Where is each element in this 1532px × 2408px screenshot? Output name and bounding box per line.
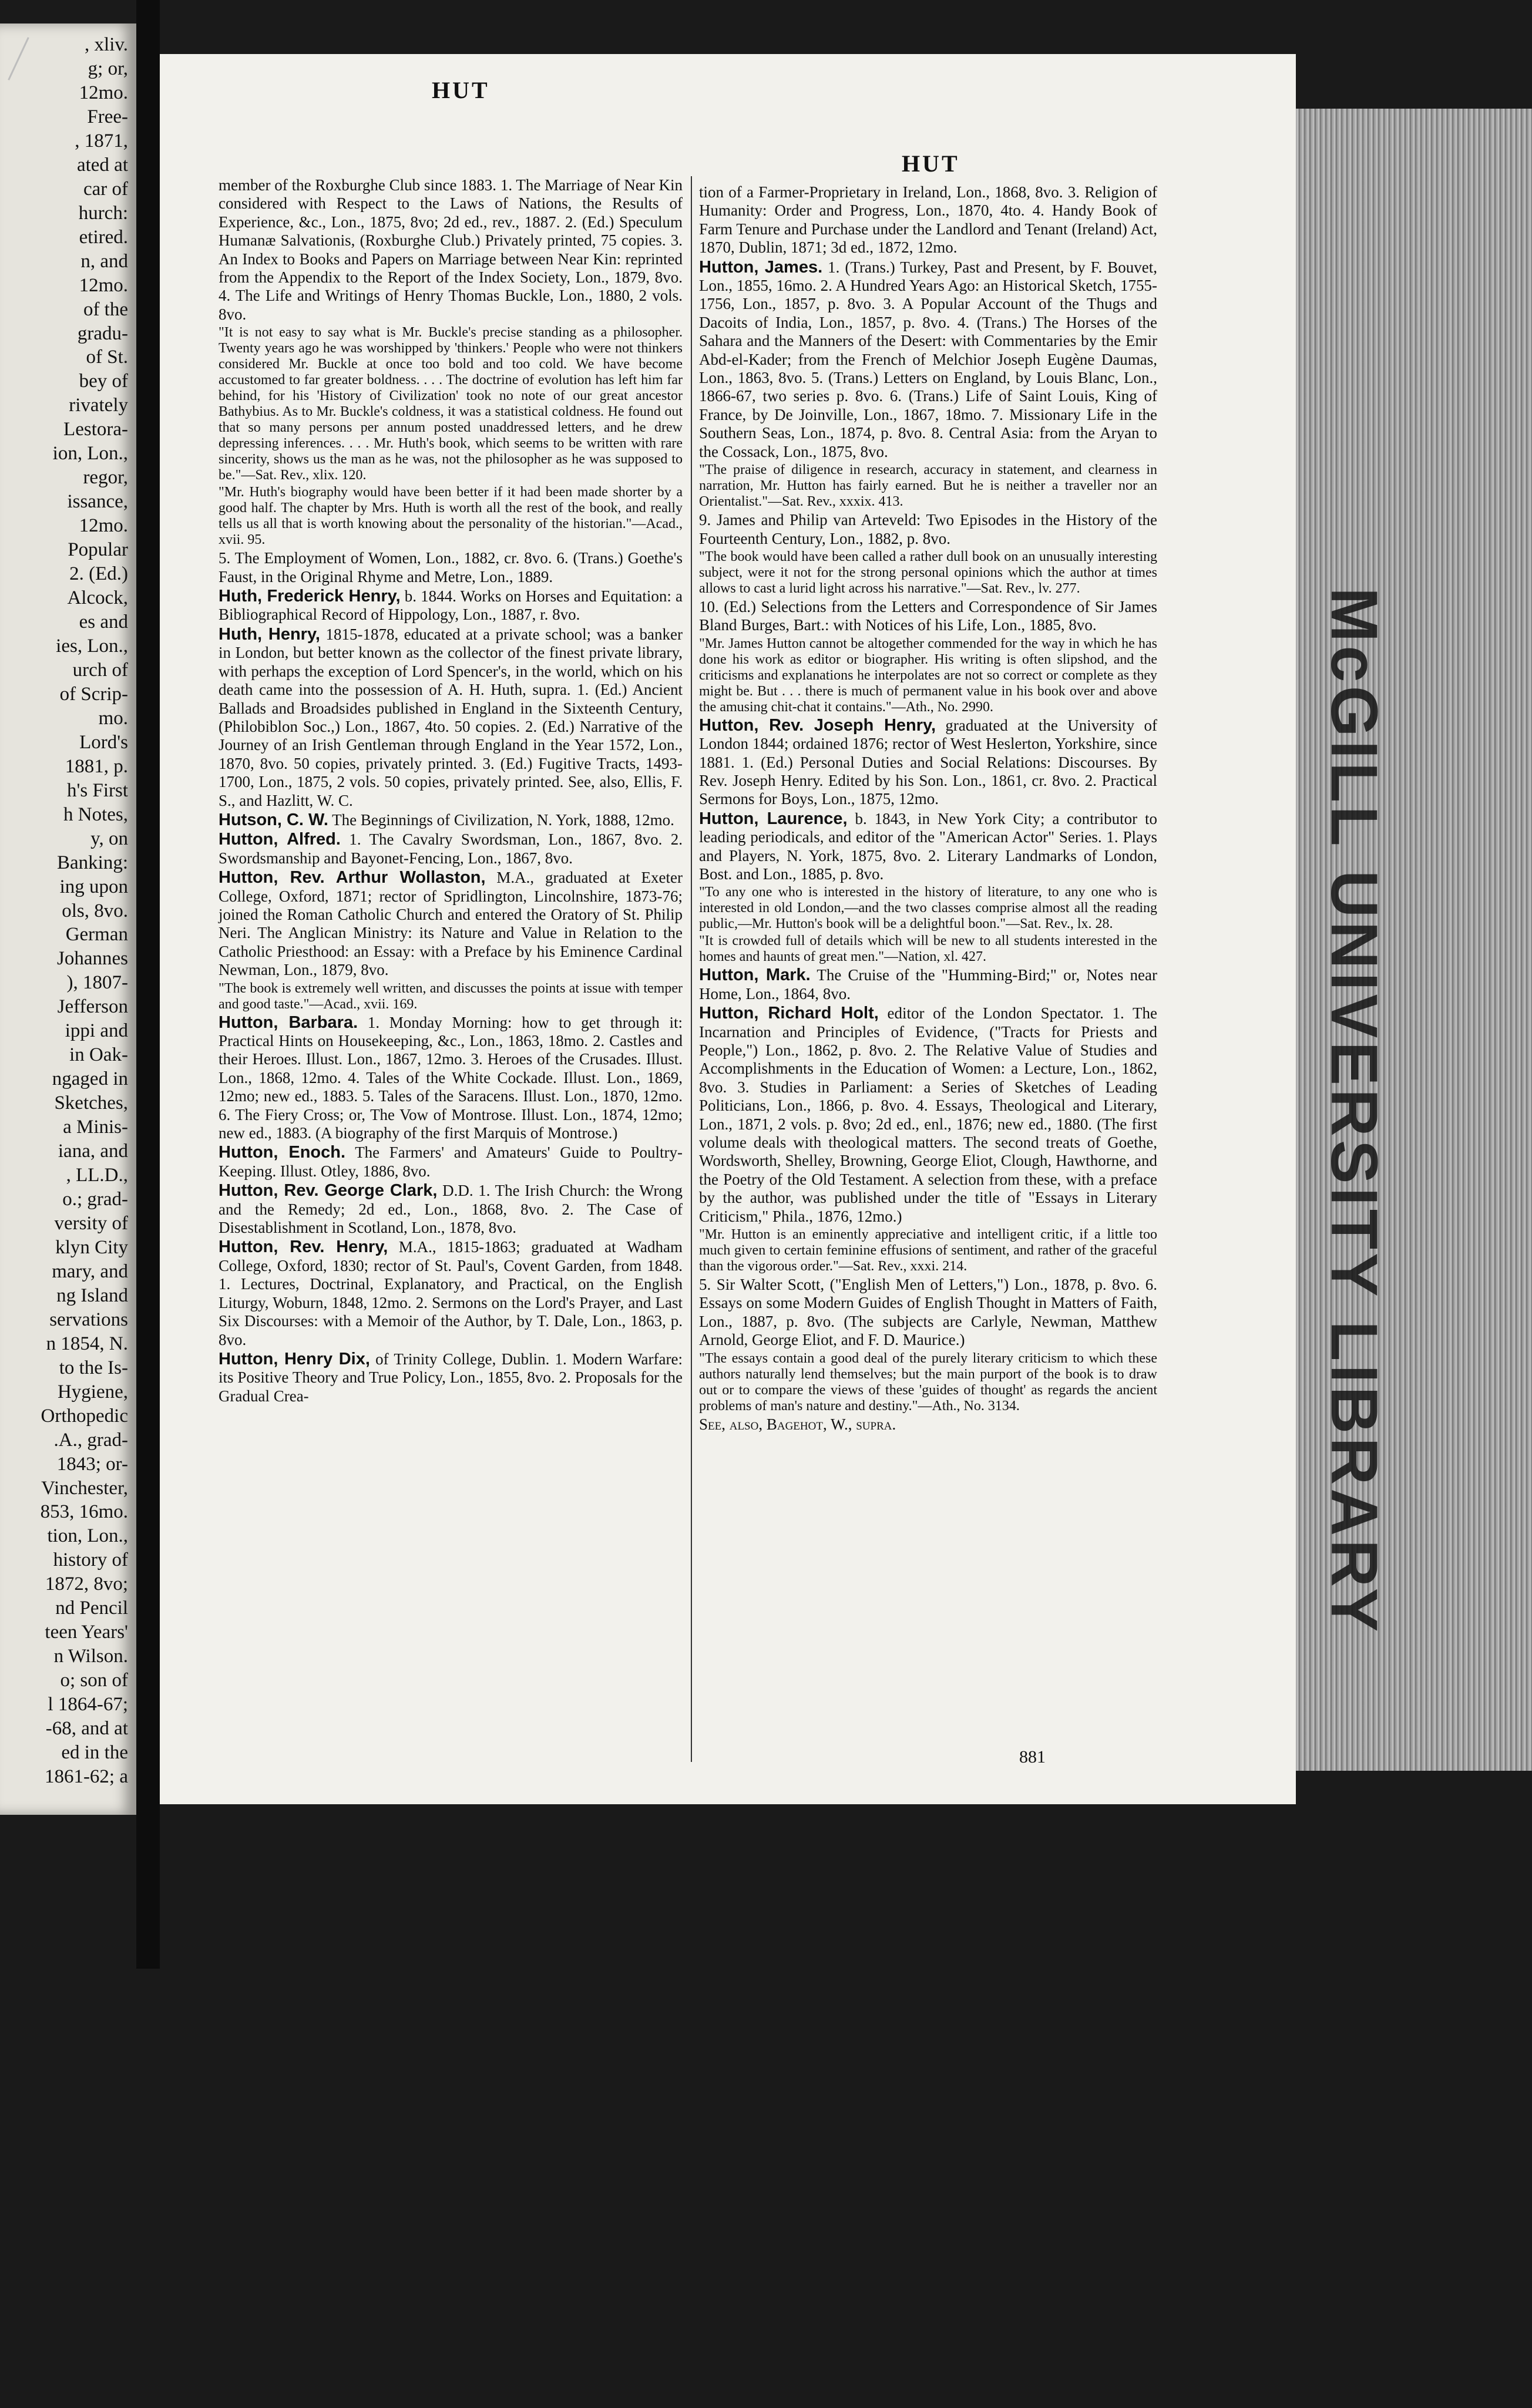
bibliography-entry [699, 1004, 1157, 1226]
review-quote [699, 884, 1157, 932]
entry-heading: Huth, Henry, [219, 624, 320, 644]
review-quote [219, 981, 683, 1013]
prev-page-fragment: car of [83, 178, 128, 200]
prev-page-fragment: gradu- [77, 322, 128, 344]
prev-page-fragment: 12mo. [79, 515, 128, 537]
entry-heading: Hutson, C. W. [219, 810, 328, 829]
entry-heading: Hutton, Enoch. [219, 1143, 346, 1162]
entry-body: "It is not easy to say what is Mr. Buckle's precise standing as a philosopher. Twenty years ago he was worshipped by 'thinkers.' People who were not thinkers considered Mr. Buckle at once too bold and too cold. We have become accustomed to far greater boldness. . . . The doctrine of evolution has left him far behind, for his 'History of Civilization' took no note of our great ancestor Bathybius. As to Mr. Buckle's coldness, it was a statistical coldness. He found out that so many persons per annum posted unaddressed letters, and he drew depressing inferences. . . . Mr. Huth's book, which seems to be written with rare sincerity, shows us the man as he was, not the philosopher as he was supposed to be."—Sat. Rev., xlix. 120. [219, 325, 683, 483]
prev-page-fragment: teen Years' [45, 1622, 128, 1643]
entry-text [699, 1415, 1157, 1434]
bibliography-entry [699, 258, 1157, 461]
entry-text [219, 549, 683, 586]
prev-page-fragment: in Oak- [69, 1044, 128, 1066]
prev-page-fragment: klyn City [55, 1236, 128, 1258]
prev-page-fragment: 12mo. [79, 82, 128, 103]
prev-page-fragment: ated at [76, 154, 128, 176]
prev-page-fragment: , LL.D., [66, 1165, 128, 1186]
prev-page-fragment: 2. (Ed.) [69, 563, 128, 585]
entry-body: The Beginnings of Civilization, N. York, 1888, 12mo. [328, 810, 674, 829]
prev-page-fragment: a Minis- [63, 1116, 128, 1138]
prev-page-fragment: y, on [90, 828, 128, 849]
prev-page-fragment: Lestora- [63, 419, 128, 440]
prev-page-fragment: ), 1807- [66, 972, 128, 994]
entry-body: b. 1844. Works on Horses and Equitation: a Bibliographical Record of Hippology, Lon., 1887, r. 8vo. [219, 587, 683, 624]
prev-page-fragment: Sketches, [54, 1092, 128, 1114]
running-head-left: HUT [432, 77, 490, 103]
entry-body: editor of the London Spectator. 1. The Incarnation and Principles of Evidence, ("Tracts for Priests and People,") Lon., 1862, p. 8vo. 2. The Relative Value of Studies and Accomplishments in the Education of Women: a Lecture, Lon., 1862, 8vo. 3. Studies in Parliament: a Series of Sketches of Leading Politicians, Lon., 1866, p. 8vo. 4. Essays, Theological and Literary, Lon., 1871, 2 vols. p. 8vo; 2d ed., enl., 1876; new ed., 1880. (The first volume deals with theological matters. The second treats of Goethe, Wordsworth, Shelley, Browning, George Eliot, Clough, Hawthorne, and the Poetry of the Old Testament. A selection from these, with a preface by the author, was published under the title of "Essays in Literary Criticism," Phila., 1876, 12mo.) [699, 1004, 1157, 1225]
prev-page-fragment: nd Pencil [55, 1598, 128, 1619]
column-rule [691, 176, 692, 1762]
bibliography-entry [699, 966, 1157, 1003]
entry-body: 10. (Ed.) Selections from the Letters and Correspondence of Sir James Bland Burges, Bart.: with Notices of his Life, Lon., 1885, 8vo. [699, 597, 1157, 634]
prev-page-fragment: tion, Lon., [47, 1525, 128, 1547]
review-quote [699, 636, 1157, 715]
prev-page-fragment: h's First [66, 779, 128, 801]
prev-page-fragment: mary, and [52, 1260, 128, 1282]
prev-page-fragment: 12mo. [79, 274, 128, 296]
prev-page-fragment: German [65, 924, 128, 946]
bibliography-entry [219, 587, 683, 624]
entry-text [699, 1276, 1157, 1350]
prev-page-fragment: n 1854, N. [46, 1333, 128, 1354]
prev-page-fragment: 1861-62; a [44, 1766, 128, 1788]
bibliography-entry [219, 1014, 683, 1143]
entry-body: D.D. 1. The Irish Church: the Wrong and the Remedy; 2d ed., Lon., 1868, 8vo. 2. The Case of Disestablishment in Scotland, Lon., 1878, 8vo. [219, 1182, 683, 1237]
left-column [219, 176, 683, 1405]
review-quote [219, 485, 683, 548]
prev-page-fragment: Alcock, [67, 587, 128, 609]
entry-body: 1. (Trans.) Turkey, Past and Present, by F. Bouvet, Lon., 1855, 16mo. 2. A Hundred Years Ago: an Historical Sketch, 1755-1756, Lon., 1857, p. 8vo. 3. A Popular Account of the Thugs and Dacoits of India, Lon., 1857, p. 8vo. 4. (Trans.) The Horses of the Sahara and the Manners of the Desert: with Commentaries by the Emir Abd-el-Kader; from the French of Melchior Joseph Eugène Daumas, Lon., 1863, 8vo. 5. (Trans.) Letters on England, by Louis Blanc, Lon., 1866-67, two series p. 8vo. 6. (Trans.) Life of Saint Louis, King of France, by De Joinville, Lon., 1867, 18mo. 7. Missionary Life in the Southern Seas, Lon., 1874, p. 8vo. 8. Central Asia: from the Aryan to the Cossack, Lon., 1875, 8vo. [699, 258, 1157, 460]
prev-page-fragment: servations [49, 1309, 128, 1330]
entry-heading: Hutton, Rev. Arthur Wollaston, [219, 868, 486, 887]
prev-page-fragment: urch of [72, 659, 128, 681]
entry-body: "The book is extremely well written, and discusses the points at issue with temper and good taste."—Acad., xvii. 169. [219, 980, 683, 1012]
entry-heading: Hutton, Laurence, [699, 809, 848, 828]
previous-page-edge [0, 23, 136, 1815]
bibliography-entry [219, 1238, 683, 1348]
prev-page-fragment: Vinchester, [41, 1477, 128, 1499]
entry-body: "The book would have been called a rather dull book on an unusually interesting subject, were it not for the strong personal opinions which the author at times allows to cast a lurid light across his narrative."—Sat. Rev., lv. 277. [699, 549, 1157, 596]
entry-body: 5. The Employment of Women, Lon., 1882, cr. 8vo. 6. (Trans.) Goethe's Faust, in the Original Rhyme and Metre, Lon., 1889. [219, 549, 683, 586]
prev-page-fragment: ing upon [59, 876, 128, 897]
prev-page-fragment: 1872, 8vo; [45, 1573, 128, 1595]
entry-body: b. 1843, in New York City; a contributor to leading periodicals, and editor of the "American Actor" Series. 1. Plays and Players, N. York, 1875, 8vo. 2. Literary Landmarks of London, Bost. and Lon., 1885, p. 8vo. [699, 809, 1157, 883]
entry-heading: Hutton, Mark. [699, 966, 811, 985]
entry-heading: Hutton, Rev. George Clark, [219, 1181, 438, 1200]
prev-page-fragment: es and [79, 611, 128, 633]
prev-page-fragment: mo. [98, 707, 128, 729]
prev-page-fragment: 1843; or- [56, 1453, 128, 1475]
entry-body: 5. Sir Walter Scott, ("English Men of Letters,") Lon., 1878, p. 8vo. 6. Essays on some Modern Guides of English Thought in Matters of Faith, Lon., 1887, p. 8vo. (The subjects are Carlyle, Newman, Matthew Arnold, George Eliot, and F. D. Maurice.) [699, 1276, 1157, 1349]
prev-page-fragment: g; or, [88, 58, 128, 79]
entry-heading: Hutton, Barbara. [219, 1013, 358, 1032]
review-quote [699, 933, 1157, 965]
prev-page-fragment: rivately [69, 395, 128, 416]
prev-page-fragment: ng Island [56, 1284, 128, 1306]
entry-body: The Farmers' and Amateurs' Guide to Poultry-Keeping. Illust. Otley, 1886, 8vo. [219, 1144, 683, 1180]
prev-page-fragment: .A., grad- [53, 1429, 128, 1451]
entry-text [699, 598, 1157, 635]
prev-page-fragment: h Notes, [63, 803, 128, 825]
bibliography-entry [219, 830, 683, 867]
prev-page-fragment: versity of [54, 1212, 128, 1234]
prev-page-fragment: etired. [79, 226, 128, 248]
prev-page-fragment: Johannes [57, 948, 128, 970]
entry-heading: Huth, Frederick Henry, [219, 587, 401, 606]
prev-page-fragment: of St. [86, 347, 128, 368]
entry-body: 1815-1878, educated at a private school; was a banker in London, but better known as the collector of the finest private library, with perhaps the exception of Lord Spencer's, in the world, which on his death came into the possession of A. H. Huth, supra. 1. (Ed.) Ancient Ballads and Broadsides published in England in the Sixteenth Century, (Philobiblon Soc.,) Lon., 1867, 4to. 50 copies. 2. (Ed.) Narrative of the Journey of an Irish Gentleman through England in the Year 1572, Lon., 1870, 8vo. 50 copies, privately printed. 3. (Ed.) Fugitive Tracts, 1493-1700, Lon., 1875, 2 vols. 50 copies, privately printed. See, also, Ellis, F. S., and Hazlitt, W. C. [219, 625, 683, 809]
prev-page-fragment: ies, Lon., [56, 635, 128, 657]
entry-heading: Hutton, James. [699, 257, 823, 277]
prev-page-fragment: Lord's [79, 731, 128, 753]
prev-page-fragment: bey of [79, 371, 128, 392]
entry-body: of Trinity College, Dublin. 1. Modern Warfare: its Positive Theory and True Policy, Lon., 1855, 8vo. 2. Proposals for the Gradual Crea- [219, 1350, 683, 1405]
entry-body: The Cruise of the "Humming-Bird;" or, Notes near Home, Lon., 1864, 8vo. [699, 966, 1158, 1003]
entry-body: 1. The Cavalry Swordsman, Lon., 1867, 8vo. 2. Swordsmanship and Bayonet-Fencing, Lon., 1867, 8vo. [219, 830, 683, 867]
prev-page-fragment: 1881, p. [65, 755, 128, 777]
prev-page-fragment: l 1864-67; [48, 1694, 128, 1716]
entry-body: "Mr. Huth's biography would have been better if it had been made shorter by a good half. The chapter by Mrs. Huth is worth all the rest of the book, and really tells us all that is worth knowing about the personality of the historian."—Acad., xvii. 95. [219, 485, 683, 548]
library-spine-stamp: McGILL UNIVERSITY LIBRARY [1318, 587, 1391, 1636]
right-column [699, 183, 1157, 1434]
prev-page-fragment: o.; grad- [62, 1189, 128, 1210]
prev-page-fragment: Banking: [57, 852, 128, 873]
entry-heading: Hutton, Henry Dix, [219, 1349, 370, 1368]
entry-body: See, also, Bagehot, W., supra. [699, 1415, 896, 1433]
prev-page-fragment: ols, 8vo. [62, 900, 128, 922]
review-quote [699, 462, 1157, 510]
entry-body: graduated at the University of London 1844; ordained 1876; rector of West Heslerton, Yorkshire, since 1881. 1. (Ed.) Personal Duties and Social Relations: Discourses. By Rev. Joseph Henry. Edited by his Son. Lon., 1861, cr. 8vo. 2. Practical Sermons for Boys, Lon., 1875, 12mo. [699, 716, 1157, 808]
entry-body: M.A., 1815-1863; graduated at Wadham College, Oxford, 1830; rector of St. Paul's, Covent Garden, from 1848. 1. Lectures, Doctrinal, Explanatory, and Practical, on the English Liturgy, Woburn, 1848, 12mo. 2. Sermons on the Lord's Prayer, and Last Six Discourses: with a Memoir of the Author, by T. Dale, Lon., 1863, p. 8vo. [219, 1238, 683, 1348]
entry-body: 1. Monday Morning: how to get through it: Practical Hints on Housekeeping, &c., Lon., 1863, 18mo. 2. Castles and their Heroes. Illust. Lon., 1867, 12mo. 3. Heroes of the Crusades. Illust. Lon., 1868, 12mo. 4. Tales of the White Cockade. Illust. Lon., 1869, 12mo; new ed., 1883. 5. Tales of the Saracens. Illust. Lon., 1870, 12mo. 6. The Fiery Cross; or, The Vow of Montrose. Illust. Lon., 1874, 12mo; new ed., 1883. (A biography of the first Marquis of Montrose.) [219, 1013, 683, 1142]
entry-heading: Hutton, Richard Holt, [699, 1004, 879, 1023]
entry-body: "The praise of diligence in research, accuracy in statement, and clearness in narration, Mr. Hutton has fairly earned. But he is neither a traveller nor an Orientalist."—Sat. Rev., xxxix. 413. [699, 462, 1157, 510]
prev-page-fragment: 853, 16mo. [40, 1501, 128, 1523]
bibliography-entry [219, 625, 683, 810]
entry-body: "Mr. James Hutton cannot be altogether commended for the way in which he has done his work as editor or biographer. His writing is often slipshod, and the criticisms and explanations he interpolates are not so correct or complete as they might be. But . . . there is much of permanent value in his book over and above the amusing chit-chat it contains."—Ath., No. 2990. [699, 635, 1157, 715]
entry-body: "Mr. Hutton is an eminently appreciative and intelligent critic, if a little too much given to certain feminine effusions of sentiment, and rather of the graceful than the vigorous order."—Sat. Rev., xxxi. 214. [699, 1227, 1157, 1274]
bibliography-entry [219, 811, 683, 829]
bibliography-entry [699, 810, 1157, 884]
entry-body: "It is crowded full of details which will be new to all students interested in the homes and haunts of great men."—Nation, xl. 427. [699, 933, 1157, 965]
entry-body: "The essays contain a good deal of the purely literary criticism to which these authors naturally lend themselves; but the main purport of the book is to draw out or to compare the views of these 'guides of thought' as regards the ancient problems of man's nature and destiny."—Ath., No. 3134. [699, 1350, 1157, 1414]
entry-body: member of the Roxburghe Club since 1883. 1. The Marriage of Near Kin considered with Respect to the Laws of Nations, the Results of Experience, &c., Lon., 1875, 8vo; 2d ed., rev., 1887. 2. (Ed.) Speculum Humanæ Salvationis, (Roxburghe Club.) Privately printed, 75 copies. 3. An Index to Books and Papers on Marriage between Near Kin: reprinted from the Appendix to the Report of the Index Society, Lon., 1879, 8vo. 4. The Life and Writings of Henry Thomas Buckle, Lon., 1880, 2 vols. 8vo. [219, 176, 683, 323]
prev-page-fragment: of the [83, 298, 128, 320]
entry-body: M.A., graduated at Exeter College, Oxford, 1871; rector of Spridlington, Lincolnshire, 1873-76; joined the Roman Catholic Church and entered the Oratory of St. Philip Neri. The Anglican Ministry: its Nature and Value in Relation to the Catholic Priesthood: an Essay: with a Preface by his Eminence Cardinal Newman, Lon., 1879, 8vo. [219, 869, 683, 979]
review-quote [699, 549, 1157, 597]
prev-page-fragment: n, and [80, 250, 128, 272]
prev-page-fragment: ngaged in [52, 1068, 128, 1090]
entry-heading: Hutton, Rev. Joseph Henry, [699, 715, 936, 735]
entry-body: 9. James and Philip van Arteveld: Two Episodes in the History of the Fourteenth Century, Lon., 1882, p. 8vo. [699, 511, 1157, 547]
prev-page-fragment: ed in the [61, 1742, 128, 1764]
entry-text [699, 183, 1157, 257]
prev-page-fragment: iana, and [58, 1141, 128, 1162]
prev-page-fragment: ion, Lon., [52, 443, 128, 465]
prev-page-fragment: regor, [83, 467, 128, 489]
entry-body: "To any one who is interested in the history of literature, to any one who is interested in old London,—and the two classes comprise almost all the reading public,—Mr. Hutton's book will be a delightful boon."—Sat. Rev., lx. 28. [699, 884, 1157, 932]
prev-page-fragment: Hygiene, [57, 1381, 128, 1403]
entry-text [699, 511, 1157, 548]
bibliography-entry [219, 1350, 683, 1405]
prev-page-fragment: Orthopedic [41, 1405, 128, 1427]
entry-heading: Hutton, Rev. Henry, [219, 1237, 388, 1257]
review-quote [699, 1227, 1157, 1274]
prev-page-fragment: to the Is- [59, 1357, 128, 1378]
book-gutter [136, 0, 160, 1969]
bibliography-entry [219, 1182, 683, 1237]
prev-page-fragment: hurch: [78, 202, 128, 224]
review-quote [219, 325, 683, 483]
prev-page-fragment: n Wilson. [53, 1646, 128, 1667]
prev-page-fragment: , xliv. [85, 34, 128, 55]
prev-page-fragment: -68, and at [45, 1718, 128, 1740]
bibliography-entry [219, 1144, 683, 1181]
page-number: 881 [1019, 1747, 1046, 1767]
running-head-right: HUT [902, 150, 960, 177]
prev-page-fragment: ippi and [65, 1020, 128, 1042]
prev-page-fragment: Jefferson [57, 996, 128, 1018]
prev-page-fragment: o; son of [60, 1670, 128, 1691]
review-quote [699, 1351, 1157, 1414]
prev-page-fragment: Popular [68, 539, 128, 561]
entry-body: tion of a Farmer-Proprietary in Ireland, Lon., 1868, 8vo. 3. Religion of Humanity: Order and Progress, Lon., 1870, 4to. 4. Handy Book of Farm Tenure and Purchase under the Landlord and Tenant (Ireland) Act, 1870, Dublin, 1871; 3d ed., 1872, 12mo. [699, 183, 1157, 257]
entry-heading: Hutton, Alfred. [219, 830, 341, 849]
prev-page-fragment: , 1871, [75, 130, 128, 152]
prev-page-fragment: history of [53, 1549, 128, 1571]
prev-page-fragment: Free- [87, 106, 128, 127]
bibliography-entry [219, 869, 683, 979]
entry-text [219, 176, 683, 324]
prev-page-fragment: issance, [67, 491, 128, 513]
bibliography-entry [699, 717, 1157, 809]
prev-page-fragment: of Scrip- [59, 683, 128, 705]
